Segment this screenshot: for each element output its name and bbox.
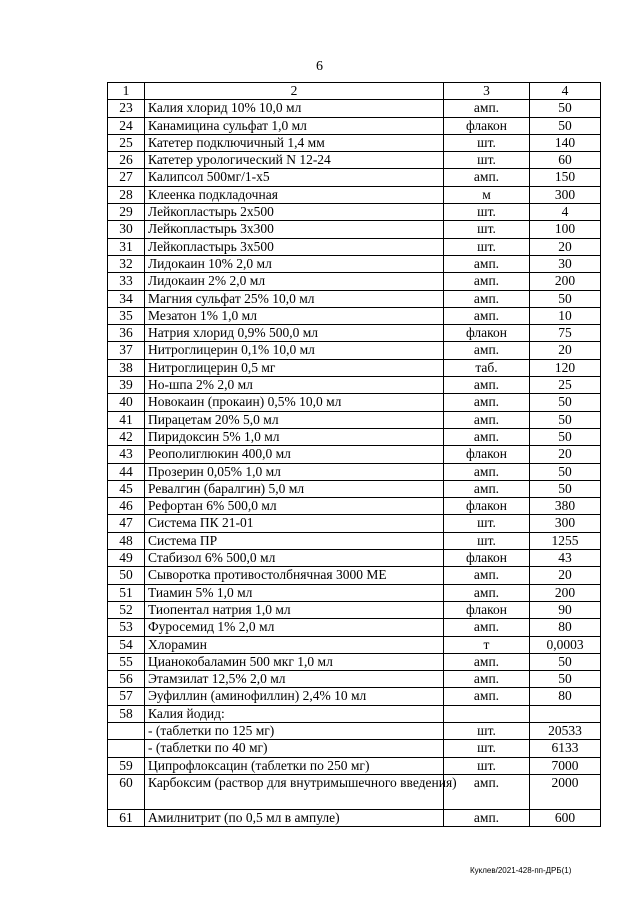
table-row [108, 463, 601, 480]
row-number: 51 [108, 584, 145, 601]
row-number: 52 [108, 601, 145, 618]
table-row [108, 117, 601, 134]
item-name: Цианокобаламин 500 мкг 1,0 мл [145, 653, 444, 670]
unit-of-measure: флакон [444, 498, 530, 515]
item-name: Новокаин (прокаин) 0,5% 10,0 мл [145, 394, 444, 411]
row-number: 50 [108, 567, 145, 584]
quantity: 20533 [530, 722, 601, 739]
row-number: 38 [108, 359, 145, 376]
item-name: Хлорамин [145, 636, 444, 653]
quantity: 60 [530, 152, 601, 169]
table-row [108, 221, 601, 238]
unit-of-measure: шт. [444, 204, 530, 221]
unit-of-measure: амп. [444, 671, 530, 688]
unit-of-measure: шт. [444, 238, 530, 255]
item-name: Стабизол 6% 500,0 мл [145, 550, 444, 567]
supplies-table [107, 82, 601, 827]
row-number: 23 [108, 100, 145, 117]
quantity: 380 [530, 498, 601, 515]
row-number: 47 [108, 515, 145, 532]
quantity: 50 [530, 480, 601, 497]
item-name: Натрия хлорид 0,9% 500,0 мл [145, 325, 444, 342]
table-row [108, 134, 601, 151]
unit-of-measure: амп. [444, 619, 530, 636]
item-name: Тиамин 5% 1,0 мл [145, 584, 444, 601]
row-number: 24 [108, 117, 145, 134]
unit-of-measure: шт. [444, 134, 530, 151]
quantity: 4 [530, 204, 601, 221]
table-row [108, 273, 601, 290]
table-row [108, 636, 601, 653]
unit-of-measure: шт. [444, 740, 530, 757]
row-number: 42 [108, 428, 145, 445]
item-name: Пирацетам 20% 5,0 мл [145, 411, 444, 428]
item-name: Но-шпа 2% 2,0 мл [145, 377, 444, 394]
quantity: 120 [530, 359, 601, 376]
item-name: Прозерин 0,05% 1,0 мл [145, 463, 444, 480]
quantity: 50 [530, 411, 601, 428]
table-row [108, 152, 601, 169]
row-number: 40 [108, 394, 145, 411]
header-col-quantity: 4 [530, 83, 601, 100]
item-name: Тиопентал натрия 1,0 мл [145, 601, 444, 618]
unit-of-measure: шт. [444, 152, 530, 169]
unit-of-measure: амп. [444, 653, 530, 670]
quantity: 80 [530, 688, 601, 705]
unit-of-measure: шт. [444, 757, 530, 774]
unit-of-measure: шт. [444, 532, 530, 549]
table-row [108, 515, 601, 532]
table-row [108, 567, 601, 584]
table-row [108, 584, 601, 601]
unit-of-measure: амп. [444, 394, 530, 411]
table-row [108, 722, 601, 739]
row-number: 49 [108, 550, 145, 567]
unit-of-measure: амп. [444, 100, 530, 117]
unit-of-measure: флакон [444, 446, 530, 463]
item-name: Этамзилат 12,5% 2,0 мл [145, 671, 444, 688]
table-row [108, 498, 601, 515]
row-number: 28 [108, 186, 145, 203]
unit-of-measure: амп. [444, 273, 530, 290]
table-row [108, 290, 601, 307]
row-number: 32 [108, 255, 145, 272]
unit-of-measure: амп. [444, 428, 530, 445]
row-number: 29 [108, 204, 145, 221]
unit-of-measure: амп. [444, 169, 530, 186]
table-row [108, 601, 601, 618]
unit-of-measure: шт. [444, 221, 530, 238]
quantity: 6133 [530, 740, 601, 757]
quantity: 7000 [530, 757, 601, 774]
quantity: 200 [530, 584, 601, 601]
item-name: Нитроглицерин 0,1% 10,0 мл [145, 342, 444, 359]
quantity: 20 [530, 342, 601, 359]
unit-of-measure: амп. [444, 688, 530, 705]
quantity: 50 [530, 117, 601, 134]
item-name: Мезатон 1% 1,0 мл [145, 307, 444, 324]
row-number: 41 [108, 411, 145, 428]
table-row [108, 532, 601, 549]
quantity [530, 705, 601, 722]
row-number: 44 [108, 463, 145, 480]
unit-of-measure: шт. [444, 515, 530, 532]
unit-of-measure: флакон [444, 601, 530, 618]
item-name: - (таблетки по 40 мг) [145, 740, 444, 757]
quantity: 50 [530, 463, 601, 480]
unit-of-measure: амп. [444, 377, 530, 394]
unit-of-measure: т [444, 636, 530, 653]
quantity: 90 [530, 601, 601, 618]
table-row [108, 550, 601, 567]
unit-of-measure: флакон [444, 550, 530, 567]
row-number: 57 [108, 688, 145, 705]
unit-of-measure: флакон [444, 117, 530, 134]
table-row [108, 428, 601, 445]
row-number: 46 [108, 498, 145, 515]
quantity: 25 [530, 377, 601, 394]
quantity: 20 [530, 446, 601, 463]
quantity: 20 [530, 238, 601, 255]
table-row [108, 325, 601, 342]
quantity: 50 [530, 671, 601, 688]
table-row [108, 653, 601, 670]
table-row [108, 705, 601, 722]
item-name: Катетер урологический N 12-24 [145, 152, 444, 169]
table-row [108, 342, 601, 359]
unit-of-measure: амп. [444, 411, 530, 428]
table-row [108, 480, 601, 497]
quantity: 50 [530, 428, 601, 445]
unit-of-measure: флакон [444, 325, 530, 342]
quantity: 50 [530, 394, 601, 411]
quantity: 150 [530, 169, 601, 186]
row-number: 34 [108, 290, 145, 307]
quantity: 80 [530, 619, 601, 636]
header-col-name: 2 [145, 83, 444, 100]
quantity: 50 [530, 100, 601, 117]
row-number: 27 [108, 169, 145, 186]
item-name: Ципрофлоксацин (таблетки по 250 мг) [145, 757, 444, 774]
table-row [108, 204, 601, 221]
table-row [108, 774, 601, 809]
quantity: 75 [530, 325, 601, 342]
row-number: 35 [108, 307, 145, 324]
row-number: 43 [108, 446, 145, 463]
table-row [108, 671, 601, 688]
row-number: 26 [108, 152, 145, 169]
row-number: 53 [108, 619, 145, 636]
header-col-number: 1 [108, 83, 145, 100]
table-row [108, 100, 601, 117]
header-col-unit: 3 [444, 83, 530, 100]
unit-of-measure: амп. [444, 342, 530, 359]
item-name: Клеенка подкладочная [145, 186, 444, 203]
row-number: 58 [108, 705, 145, 722]
quantity: 43 [530, 550, 601, 567]
quantity: 1255 [530, 532, 601, 549]
unit-of-measure: шт. [444, 722, 530, 739]
item-name: Ревалгин (баралгин) 5,0 мл [145, 480, 444, 497]
row-number: 45 [108, 480, 145, 497]
unit-of-measure: амп. [444, 480, 530, 497]
unit-of-measure: м [444, 186, 530, 203]
table-row [108, 740, 601, 757]
row-number: 55 [108, 653, 145, 670]
item-name: Нитроглицерин 0,5 мг [145, 359, 444, 376]
quantity: 0,0003 [530, 636, 601, 653]
row-number: 39 [108, 377, 145, 394]
table-row [108, 394, 601, 411]
item-name: Система ПР [145, 532, 444, 549]
row-number: 56 [108, 671, 145, 688]
table-row [108, 359, 601, 376]
row-number: 48 [108, 532, 145, 549]
item-name: Калия хлорид 10% 10,0 мл [145, 100, 444, 117]
table-row [108, 809, 601, 826]
unit-of-measure: амп. [444, 809, 530, 826]
quantity: 140 [530, 134, 601, 151]
row-number: 54 [108, 636, 145, 653]
item-name: - (таблетки по 125 мг) [145, 722, 444, 739]
unit-of-measure: амп. [444, 567, 530, 584]
table-row [108, 186, 601, 203]
table-row [108, 757, 601, 774]
item-name: Система ПК 21-01 [145, 515, 444, 532]
item-name: Реополиглюкин 400,0 мл [145, 446, 444, 463]
quantity: 30 [530, 255, 601, 272]
row-number: 37 [108, 342, 145, 359]
item-name: Сыворотка противостолбнячная 3000 МЕ [145, 567, 444, 584]
row-number: 31 [108, 238, 145, 255]
table-row [108, 377, 601, 394]
quantity: 100 [530, 221, 601, 238]
row-number: 33 [108, 273, 145, 290]
quantity: 10 [530, 307, 601, 324]
row-number: 36 [108, 325, 145, 342]
quantity: 50 [530, 290, 601, 307]
unit-of-measure: таб. [444, 359, 530, 376]
table-row [108, 688, 601, 705]
item-name: Лейкопластырь 3х500 [145, 238, 444, 255]
item-name: Калипсол 500мг/1-х5 [145, 169, 444, 186]
quantity: 300 [530, 186, 601, 203]
row-number: 30 [108, 221, 145, 238]
item-name: Калия йодид: [145, 705, 444, 722]
table-row [108, 238, 601, 255]
row-number [108, 740, 145, 757]
table-row [108, 307, 601, 324]
item-name: Лидокаин 10% 2,0 мл [145, 255, 444, 272]
item-name: Лидокаин 2% 2,0 мл [145, 273, 444, 290]
unit-of-measure: амп. [444, 255, 530, 272]
table-header-row [108, 83, 601, 100]
quantity: 20 [530, 567, 601, 584]
item-name: Магния сульфат 25% 10,0 мл [145, 290, 444, 307]
item-name: Пиридоксин 5% 1,0 мл [145, 428, 444, 445]
table-row [108, 169, 601, 186]
table-row [108, 446, 601, 463]
row-number: 25 [108, 134, 145, 151]
quantity: 600 [530, 809, 601, 826]
row-number: 61 [108, 809, 145, 826]
item-name: Эуфиллин (аминофиллин) 2,4% 10 мл [145, 688, 444, 705]
document-footer-code: Куклев/2021-428-пп-ДРБ(1) [470, 866, 572, 875]
item-name: Катетер подключичный 1,4 мм [145, 134, 444, 151]
unit-of-measure: амп. [444, 463, 530, 480]
table-row [108, 255, 601, 272]
table-row [108, 619, 601, 636]
unit-of-measure: амп. [444, 307, 530, 324]
item-name: Карбоксим (раствор для внутримышечного введения) [145, 774, 444, 809]
unit-of-measure: амп. [444, 290, 530, 307]
quantity: 2000 [530, 774, 601, 809]
item-name: Амилнитрит (по 0,5 мл в ампуле) [145, 809, 444, 826]
item-name: Лейкопластырь 3х300 [145, 221, 444, 238]
quantity: 200 [530, 273, 601, 290]
row-number: 60 [108, 774, 145, 809]
page-number: 6 [316, 59, 323, 74]
row-number: 59 [108, 757, 145, 774]
quantity: 300 [530, 515, 601, 532]
item-name: Фуросемид 1% 2,0 мл [145, 619, 444, 636]
row-number [108, 722, 145, 739]
unit-of-measure: амп. [444, 584, 530, 601]
unit-of-measure [444, 705, 530, 722]
unit-of-measure: амп. [444, 774, 530, 809]
table-row [108, 411, 601, 428]
item-name: Рефортан 6% 500,0 мл [145, 498, 444, 515]
item-name: Канамицина сульфат 1,0 мл [145, 117, 444, 134]
quantity: 50 [530, 653, 601, 670]
item-name: Лейкопластырь 2х500 [145, 204, 444, 221]
